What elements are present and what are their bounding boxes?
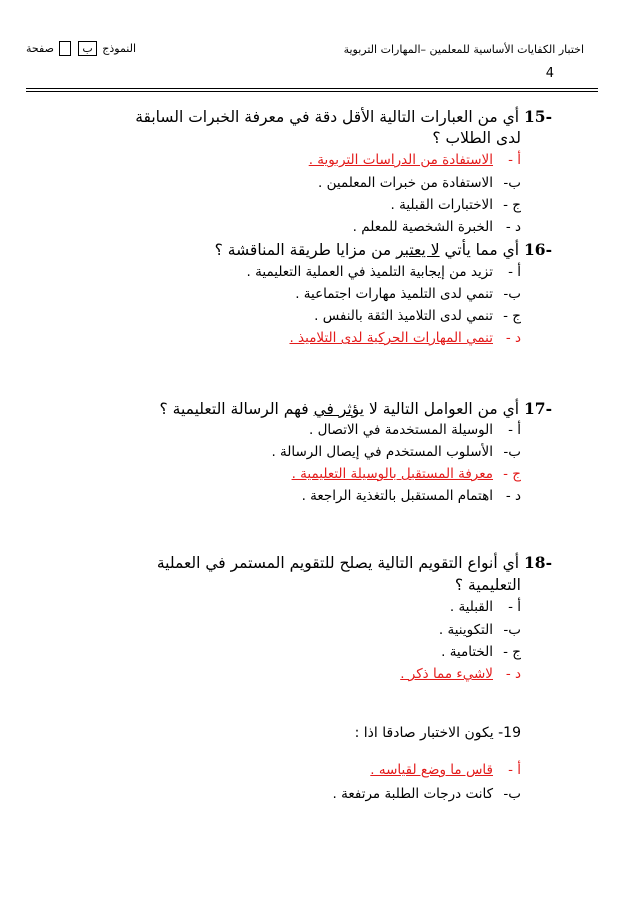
question-15 xyxy=(135,107,552,126)
option-letter: ج - xyxy=(503,308,521,324)
option-15-a xyxy=(309,152,521,168)
question-18 xyxy=(157,553,552,572)
option-text: الاستفادة من الدراسات التربوية . xyxy=(308,152,493,168)
option-letter: ج - xyxy=(503,197,521,213)
page-number: 4 xyxy=(545,66,554,81)
option-text: الاختبارات القبلية . xyxy=(390,197,493,213)
option-15-c xyxy=(391,197,521,213)
question-number: -15 xyxy=(523,107,552,126)
option-text: الخبرة الشخصية للمعلم . xyxy=(352,219,493,235)
question-15-text-cont: لدى الطلاب ؟ xyxy=(432,129,521,147)
question-text-pre: أي مما يأتي xyxy=(439,241,520,259)
option-letter: أ - xyxy=(508,422,521,438)
question-number: 19- xyxy=(498,725,521,741)
question-19 xyxy=(355,725,521,741)
question-text-underlined: لا يعتبر xyxy=(396,241,440,259)
option-letter: ب- xyxy=(503,622,521,638)
option-letter: ج - xyxy=(503,644,521,660)
option-letter: د - xyxy=(505,666,521,682)
option-17-b xyxy=(271,444,521,460)
option-letter: د - xyxy=(505,330,521,346)
option-text: الأسلوب المستخدم في إيصال الرسالة . xyxy=(271,444,493,460)
option-16-a xyxy=(247,264,521,280)
question-number: -18 xyxy=(523,553,552,572)
question-text-post: فهم الرسالة التعليمية ؟ xyxy=(159,400,314,418)
option-18-c xyxy=(441,644,521,660)
question-text-pre: أي من العوامل التالية لا xyxy=(364,400,520,418)
option-text: لاشيء مما ذكر . xyxy=(400,666,493,682)
option-letter: أ - xyxy=(508,152,521,168)
option-text: التكوينية . xyxy=(438,622,493,638)
exam-title: اختبار الكفايات الأساسية للمعلمين –المهارات التربوية xyxy=(343,43,584,56)
model-label: النموذج xyxy=(102,42,137,55)
option-15-b xyxy=(318,175,521,191)
page-number-box xyxy=(59,41,71,56)
option-text: الاستفادة من خبرات المعلمين . xyxy=(318,175,493,191)
option-text: الختامية . xyxy=(441,644,493,660)
header-rule-top xyxy=(26,88,598,89)
option-19-b xyxy=(333,786,521,802)
option-letter: ج - xyxy=(503,466,521,482)
option-15-d xyxy=(353,219,521,235)
question-16 xyxy=(215,240,552,259)
option-text: تزيد من إيجابية التلميذ في العملية التعليمية . xyxy=(246,264,493,280)
option-letter: ب- xyxy=(503,286,521,302)
option-letter: ب- xyxy=(503,175,521,191)
option-18-b xyxy=(439,622,521,638)
question-text: أي أنواع التقويم التالية يصلح للتقويم المستمر في العملية xyxy=(156,554,520,572)
question-17 xyxy=(160,399,553,418)
option-text: قاس ما وضع لقياسه . xyxy=(370,762,493,778)
question-18-text-cont: التعليمية ؟ xyxy=(454,576,521,594)
option-text: كانت درجات الطلبة مرتفعة . xyxy=(332,786,493,802)
option-text: معرفة المستقبل بالوسيلة التعليمية . xyxy=(291,466,493,482)
option-16-d xyxy=(289,330,521,346)
option-letter: ب- xyxy=(503,786,521,802)
option-16-c xyxy=(314,308,521,324)
option-text: تنمي المهارات الحركية لدى التلاميذ . xyxy=(289,330,493,346)
question-text-underlined: يؤثر في xyxy=(313,400,365,418)
option-letter: أ - xyxy=(508,599,521,615)
option-17-d xyxy=(302,488,521,504)
page-label: صفحة xyxy=(26,42,54,55)
option-text: تنمي لدى التلميذ مهارات اجتماعية . xyxy=(295,286,493,302)
option-letter: أ - xyxy=(508,762,521,778)
question-text-post: من مزايا طريقة المناقشة ؟ xyxy=(214,241,397,259)
option-letter: ب- xyxy=(503,444,521,460)
header-rule-bottom xyxy=(26,91,598,92)
option-18-a xyxy=(450,599,521,615)
question-number: -16 xyxy=(523,240,552,259)
option-letter: أ - xyxy=(508,264,521,280)
option-letter: د - xyxy=(505,219,521,235)
question-text: يكون الاختبار صادقا اذا : xyxy=(354,725,494,741)
question-text: أي من العبارات التالية الأقل دقة في معرفة الخبرات السابقة xyxy=(135,108,520,126)
option-text: تنمي لدى التلاميذ الثقة بالنفس . xyxy=(314,308,493,324)
question-number: -17 xyxy=(523,399,552,418)
option-17-a xyxy=(309,422,521,438)
option-18-d xyxy=(400,666,521,682)
option-16-b xyxy=(295,286,521,302)
option-text: اهتمام المستقبل بالتغذية الراجعة . xyxy=(301,488,493,504)
option-letter: د - xyxy=(505,488,521,504)
option-17-c xyxy=(292,466,521,482)
option-19-a xyxy=(370,762,521,778)
model-page-info xyxy=(26,41,136,56)
model-code-box: ب xyxy=(78,41,96,56)
option-text: القبلية . xyxy=(449,599,493,615)
option-text: الوسيلة المستخدمة في الاتصال . xyxy=(309,422,493,438)
